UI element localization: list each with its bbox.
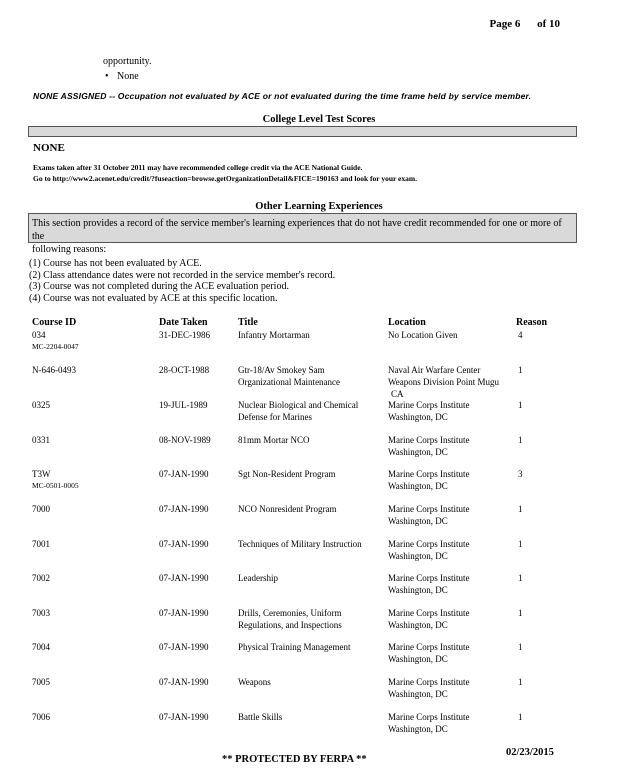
course-id-cell (32, 676, 50, 688)
reason-code-cell (518, 468, 523, 480)
course-id-cell (32, 503, 50, 515)
clep-header-bar (28, 126, 577, 137)
course-title-line: Battle Skills (238, 712, 283, 722)
reason-code-line: 1 (518, 400, 523, 410)
location-line: No Location Given (388, 330, 458, 340)
date-taken-line: 07-JAN-1990 (159, 712, 209, 722)
course-id-cell (32, 572, 50, 584)
date-taken-cell (159, 641, 209, 653)
reason-code-line: 1 (518, 642, 523, 652)
location-line: CA (391, 389, 404, 399)
location-line: Marine Corps Institute (388, 435, 470, 445)
date-taken-cell (159, 711, 209, 723)
course-title-line: Leadership (238, 573, 278, 583)
course-id-cell (32, 329, 79, 353)
reason-item: (4) Course was not evaluated by ACE at this specific location. (29, 292, 278, 304)
location-cell (388, 503, 470, 527)
date-taken-cell (159, 434, 211, 446)
location-line: Washington, DC (388, 654, 448, 664)
course-id-line: MC-0501-0005 (32, 481, 79, 490)
date-taken-cell (159, 676, 209, 688)
course-title-line: Infantry Mortarman (238, 330, 310, 340)
reason-code-cell (518, 503, 523, 515)
course-id-line: 0331 (32, 435, 50, 445)
reason-code-line: 1 (518, 435, 523, 445)
course-title-line: Defense for Marines (238, 412, 312, 422)
bullet-icon: • (105, 71, 109, 82)
reason-item: (1) Course has not been evaluated by ACE. (29, 258, 202, 269)
course-id-line: MC-2204-0047 (32, 342, 79, 351)
reason-code-line: 4 (518, 330, 523, 340)
reason-code-line: 1 (518, 539, 523, 549)
course-title-cell (238, 364, 340, 388)
course-title-line: Techniques of Military Instruction (238, 539, 362, 549)
course-title-cell (238, 711, 282, 723)
course-title-line: Physical Training Management (238, 642, 351, 652)
date-taken-cell (159, 607, 209, 619)
location-line: Marine Corps Institute (388, 400, 470, 410)
ole-description-line-1: This section provides a record of the service member's learning experiences that do not have credit recommended for one or more of the (32, 218, 562, 242)
location-line: Washington, DC (388, 551, 448, 561)
course-id-cell (32, 538, 50, 550)
course-id-cell (32, 468, 79, 492)
continuation-text: opportunity. (103, 56, 152, 67)
course-title-line: 81mm Mortar NCO (238, 435, 310, 445)
reason-code-cell (518, 329, 523, 341)
reason-list (29, 258, 335, 304)
column-header-reason: Reason (516, 317, 548, 328)
date-taken-line: 08-NOV-1989 (159, 435, 211, 445)
page-total: of 10 (537, 18, 560, 30)
course-title-cell (238, 641, 351, 653)
course-id-line: 7003 (32, 608, 50, 618)
course-title-cell (238, 503, 337, 515)
date-taken-cell (159, 538, 209, 550)
reason-code-line: 1 (518, 504, 523, 514)
course-title-cell (238, 676, 271, 688)
location-line: Marine Corps Institute (388, 642, 470, 652)
reason-code-cell (518, 399, 523, 411)
course-title-line: Gtr-18/Av Smokey Sam (238, 365, 325, 375)
location-cell (388, 329, 457, 341)
date-taken-line: 28-OCT-1988 (159, 365, 210, 375)
reason-code-line: 1 (518, 677, 523, 687)
location-line: Marine Corps Institute (388, 573, 470, 583)
location-line: Washington, DC (388, 412, 448, 422)
reason-code-line: 1 (518, 712, 523, 722)
course-title-cell (238, 329, 310, 341)
ole-description-line-2: following reasons: (32, 244, 107, 255)
course-id-line: 7005 (32, 677, 50, 687)
date-taken-cell (159, 399, 208, 411)
course-title-line: Regulations, and Inspections (238, 620, 342, 630)
location-line: Naval Air Warfare Center (388, 365, 481, 375)
date-taken-line: 07-JAN-1990 (159, 504, 209, 514)
course-id-cell (32, 641, 50, 653)
reason-code-cell (518, 434, 523, 446)
location-line: Marine Corps Institute (388, 504, 470, 514)
reason-item: (2) Class attendance dates were not recorded in the service member's record. (29, 269, 336, 281)
reason-code-cell (518, 676, 523, 688)
bullet-text: None (117, 71, 139, 82)
reason-code-cell (518, 711, 523, 723)
clep-note-line-2: Go to http://www2.acenet.edu/credit/?fuseaction=browse.getOrganizationDetail&FICE=190163 and look for your exam. (33, 174, 418, 183)
location-line: Weapons Division Point Mugu (388, 377, 500, 387)
location-line: Washington, DC (388, 689, 448, 699)
location-cell (388, 711, 470, 735)
course-title-line: NCO Nonresident Program (238, 504, 337, 514)
course-id-cell (32, 364, 76, 376)
course-title-line: Weapons (238, 677, 271, 687)
location-line: Marine Corps Institute (388, 677, 470, 687)
location-line: Marine Corps Institute (388, 608, 470, 618)
location-cell (388, 434, 470, 458)
reason-code-line: 1 (518, 608, 523, 618)
column-header-title: Title (238, 317, 258, 328)
reason-code-cell (518, 364, 523, 376)
course-title-line: Drills, Ceremonies, Uniform (238, 608, 342, 618)
course-title-line: Sgt Non-Resident Program (238, 469, 336, 479)
course-id-line: N-646-0493 (32, 365, 76, 375)
course-id-line: 7006 (32, 712, 50, 722)
course-id-cell (32, 434, 50, 446)
course-id-cell (32, 607, 50, 619)
course-title-line: Organizational Maintenance (238, 377, 341, 387)
location-line: Washington, DC (388, 585, 448, 595)
reason-code-cell (518, 641, 523, 653)
reason-code-line: 1 (518, 573, 523, 583)
reason-code-cell (518, 538, 523, 550)
location-line: Washington, DC (388, 447, 448, 457)
ferpa-notice: ** PROTECTED BY FERPA ** (222, 754, 367, 765)
bullet-item (105, 71, 139, 82)
course-id-line: 7001 (32, 539, 50, 549)
location-line: Marine Corps Institute (388, 712, 470, 722)
location-line: Washington, DC (388, 481, 448, 491)
course-id-cell (32, 399, 50, 411)
none-assigned-note: NONE ASSIGNED -- Occupation not evaluated by ACE or not evaluated during the time frame held by service member. (33, 91, 532, 101)
date-taken-line: 31-DEC-1986 (159, 330, 210, 340)
course-title-cell (238, 607, 342, 631)
date-taken-line: 07-JAN-1990 (159, 539, 209, 549)
course-id-line: 7002 (32, 573, 50, 583)
course-id-line: 7000 (32, 504, 50, 514)
location-line: Marine Corps Institute (388, 539, 470, 549)
location-line: Washington, DC (388, 516, 448, 526)
page-label: Page 6 (489, 18, 521, 30)
course-title-cell (238, 572, 278, 584)
location-cell (388, 468, 470, 492)
course-title-cell (238, 468, 336, 480)
date-taken-cell (159, 329, 210, 341)
date-taken-line: 07-JAN-1990 (159, 573, 209, 583)
ole-description-box (28, 213, 577, 255)
reason-code-cell (518, 572, 523, 584)
location-cell (388, 607, 470, 631)
course-title-cell (238, 538, 362, 550)
date-taken-cell (159, 572, 209, 584)
ole-section-title: Other Learning Experiences (255, 201, 383, 212)
column-header-location: Location (388, 317, 426, 328)
location-cell (388, 572, 470, 596)
course-title-cell (238, 399, 358, 423)
date-taken-line: 19-JUL-1989 (159, 400, 208, 410)
reason-item: (3) Course was not completed during the ACE evaluation period. (29, 281, 289, 292)
location-cell (388, 538, 470, 562)
date-taken-cell (159, 364, 209, 376)
location-cell (388, 364, 499, 400)
course-title-line: Nuclear Biological and Chemical (238, 400, 359, 410)
location-cell (388, 676, 470, 700)
date-taken-line: 07-JAN-1990 (159, 469, 209, 479)
date-taken-line: 07-JAN-1990 (159, 642, 209, 652)
date-taken-cell (159, 468, 209, 480)
reason-code-line: 3 (518, 469, 523, 479)
course-id-line: 034 (32, 330, 46, 340)
clep-note-line-1: Exams taken after 31 October 2011 may have recommended college credit via the ACE National Guide. (33, 163, 363, 172)
location-cell (388, 641, 470, 665)
column-header-course-id: Course ID (32, 317, 77, 328)
reason-code-line: 1 (518, 365, 523, 375)
course-id-line: 0325 (32, 400, 50, 410)
location-line: Washington, DC (388, 724, 448, 734)
course-title-cell (238, 434, 310, 446)
date-taken-cell (159, 503, 209, 515)
footer-date: 02/23/2015 (506, 747, 554, 758)
reason-code-cell (518, 607, 523, 619)
location-line: Marine Corps Institute (388, 469, 470, 479)
clep-value: NONE (33, 142, 65, 154)
page-number (489, 18, 560, 30)
location-line: Washington, DC (388, 620, 448, 630)
clep-note (33, 162, 417, 184)
course-id-cell (32, 711, 50, 723)
location-cell (388, 399, 470, 423)
clep-section-title: College Level Test Scores (262, 114, 376, 125)
date-taken-line: 07-JAN-1990 (159, 677, 209, 687)
course-id-line: T3W (32, 469, 51, 479)
column-header-date-taken: Date Taken (159, 317, 208, 328)
date-taken-line: 07-JAN-1990 (159, 608, 209, 618)
course-id-line: 7004 (32, 642, 50, 652)
